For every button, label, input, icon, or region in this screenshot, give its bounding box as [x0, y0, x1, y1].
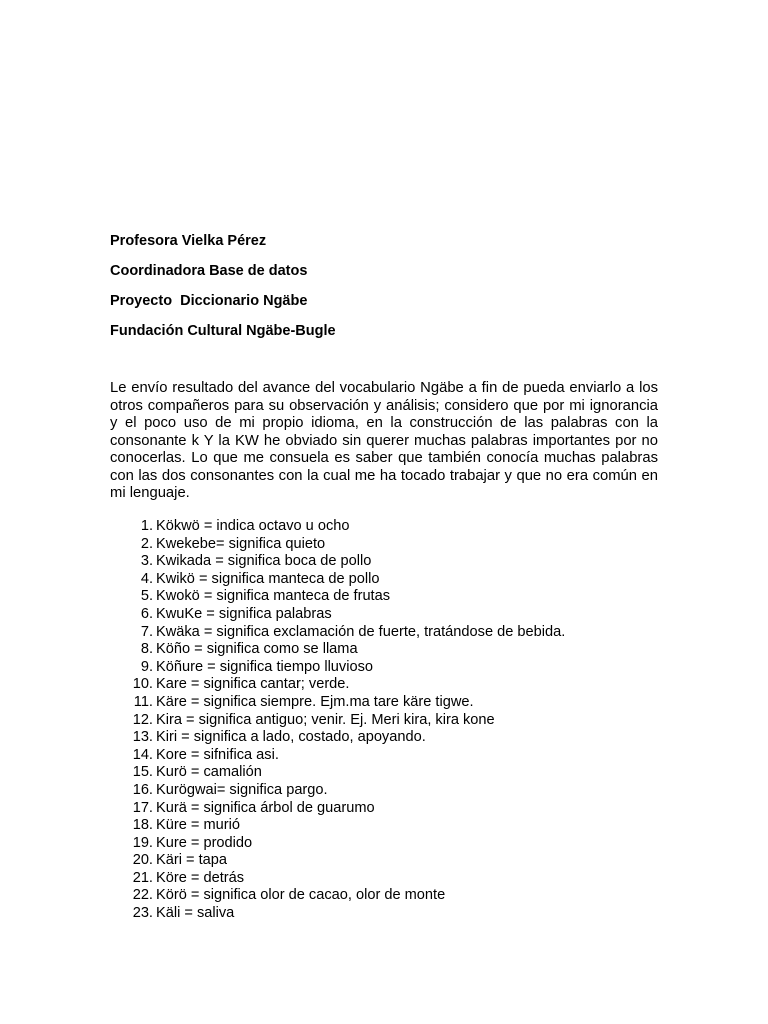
list-item-number: 10.	[132, 676, 153, 693]
list-item-number: 8.	[140, 641, 153, 658]
list-item-number: 13.	[132, 729, 153, 746]
sender-role: Coordinadora Base de datos	[110, 263, 308, 279]
list-item-text: Küre = murió	[156, 817, 240, 834]
list-item	[110, 624, 670, 642]
list-item-text: Kira = significa antiguo; venir. Ej. Meri kira, kira kone	[156, 711, 495, 728]
list-item-text: Köño = significa como se llama	[156, 641, 358, 658]
list-item-number: 19.	[132, 834, 153, 851]
list-item	[110, 641, 670, 659]
list-item	[110, 536, 670, 554]
list-item-number: 16.	[132, 781, 153, 798]
list-item-text: KwuKe = significa palabras	[156, 605, 332, 622]
list-item-text: Kurögwai= significa pargo.	[156, 781, 328, 798]
list-item	[110, 676, 670, 694]
organization-name: Fundación Cultural Ngäbe-Bugle	[110, 323, 336, 339]
list-item-number: 3.	[140, 553, 153, 570]
list-item	[110, 518, 670, 536]
list-item	[110, 694, 670, 712]
list-item-text: Kurö = camalión	[156, 764, 262, 781]
list-item	[110, 764, 670, 782]
list-item-text: Kiri = significa a lado, costado, apoyando.	[156, 729, 426, 746]
list-item-number: 5.	[140, 588, 153, 605]
list-item-number: 20.	[132, 852, 153, 869]
list-item	[110, 588, 670, 606]
list-item	[110, 782, 670, 800]
list-item-number: 15.	[132, 764, 153, 781]
list-item	[110, 852, 670, 870]
list-item-number: 1.	[140, 518, 153, 534]
list-item-number: 12.	[132, 711, 153, 728]
list-item-number: 4.	[140, 570, 153, 587]
list-item	[110, 729, 670, 747]
list-item-text: Käli = saliva	[156, 905, 235, 922]
list-item-number: 11.	[133, 693, 153, 710]
list-item-number: 22.	[132, 887, 153, 904]
list-item-number: 9.	[140, 658, 153, 675]
list-item-number: 21.	[132, 869, 153, 886]
list-item	[110, 800, 670, 818]
list-item	[110, 835, 670, 853]
list-item-text: Kwikö = significa manteca de pollo	[156, 570, 380, 587]
list-item-text: Kure = prodido	[156, 834, 253, 851]
list-item-text: Käre = significa siempre. Ejm.ma tare käre tigwe.	[156, 693, 474, 710]
list-item	[110, 712, 670, 730]
project-name: Proyecto Diccionario Ngäbe	[110, 293, 308, 309]
list-item-text: Kwokö = significa manteca de frutas	[156, 588, 391, 605]
list-item-number: 7.	[140, 623, 153, 640]
vocabulary-list	[110, 518, 670, 923]
list-item-text: Kökwö = indica octavo u ocho	[156, 518, 350, 534]
list-item	[110, 747, 670, 765]
list-item	[110, 606, 670, 624]
list-item-text: Käri = tapa	[156, 852, 227, 869]
list-item-number: 17.	[132, 799, 153, 816]
list-item	[110, 571, 670, 589]
list-item-text: Kwäka = significa exclamación de fuerte, tratándose de bebida.	[156, 623, 566, 640]
list-item-number: 14.	[132, 746, 153, 763]
sender-name: Profesora Vielka Pérez	[110, 233, 267, 249]
list-item-text: Kwekebe= significa quieto	[156, 535, 326, 552]
list-item	[110, 553, 670, 571]
list-item-text: Kore = sifnifica asi.	[156, 746, 279, 763]
list-item	[110, 870, 670, 888]
list-item-text: Kwikada = significa boca de pollo	[156, 553, 372, 570]
list-item	[110, 905, 670, 923]
list-item-text: Köñure = significa tiempo lluvioso	[156, 658, 373, 675]
list-item-number: 23.	[132, 905, 153, 922]
list-item-number: 6.	[140, 605, 153, 622]
list-item-text: Körö = significa olor de cacao, olor de monte	[156, 887, 446, 904]
list-item-text: Kare = significa cantar; verde.	[156, 676, 350, 693]
intro-paragraph: Le envío resultado del avance del vocabulario Ngäbe a fin de pueda enviarlo a los otros compañeros para su observación y análisis; considero que por mi ignorancia y el poco uso de mi propio idioma, en la construcción de las palabras con la consonante k Y la KW he obviado sin querer muchas palabras importantes por no conocerlas. Lo que me consuela es saber que también conocía muchas palabras con las dos consonantes con la cual me ha tocado trabajar y que no era común en mi lenguaje.	[110, 380, 658, 501]
list-item-text: Kurä = significa árbol de guarumo	[156, 799, 375, 816]
list-item	[110, 659, 670, 677]
list-item-number: 18.	[132, 817, 153, 834]
list-item-number: 2.	[140, 535, 153, 552]
list-item-text: Köre = detrás	[156, 869, 245, 886]
list-item	[110, 817, 670, 835]
list-item	[110, 887, 670, 905]
